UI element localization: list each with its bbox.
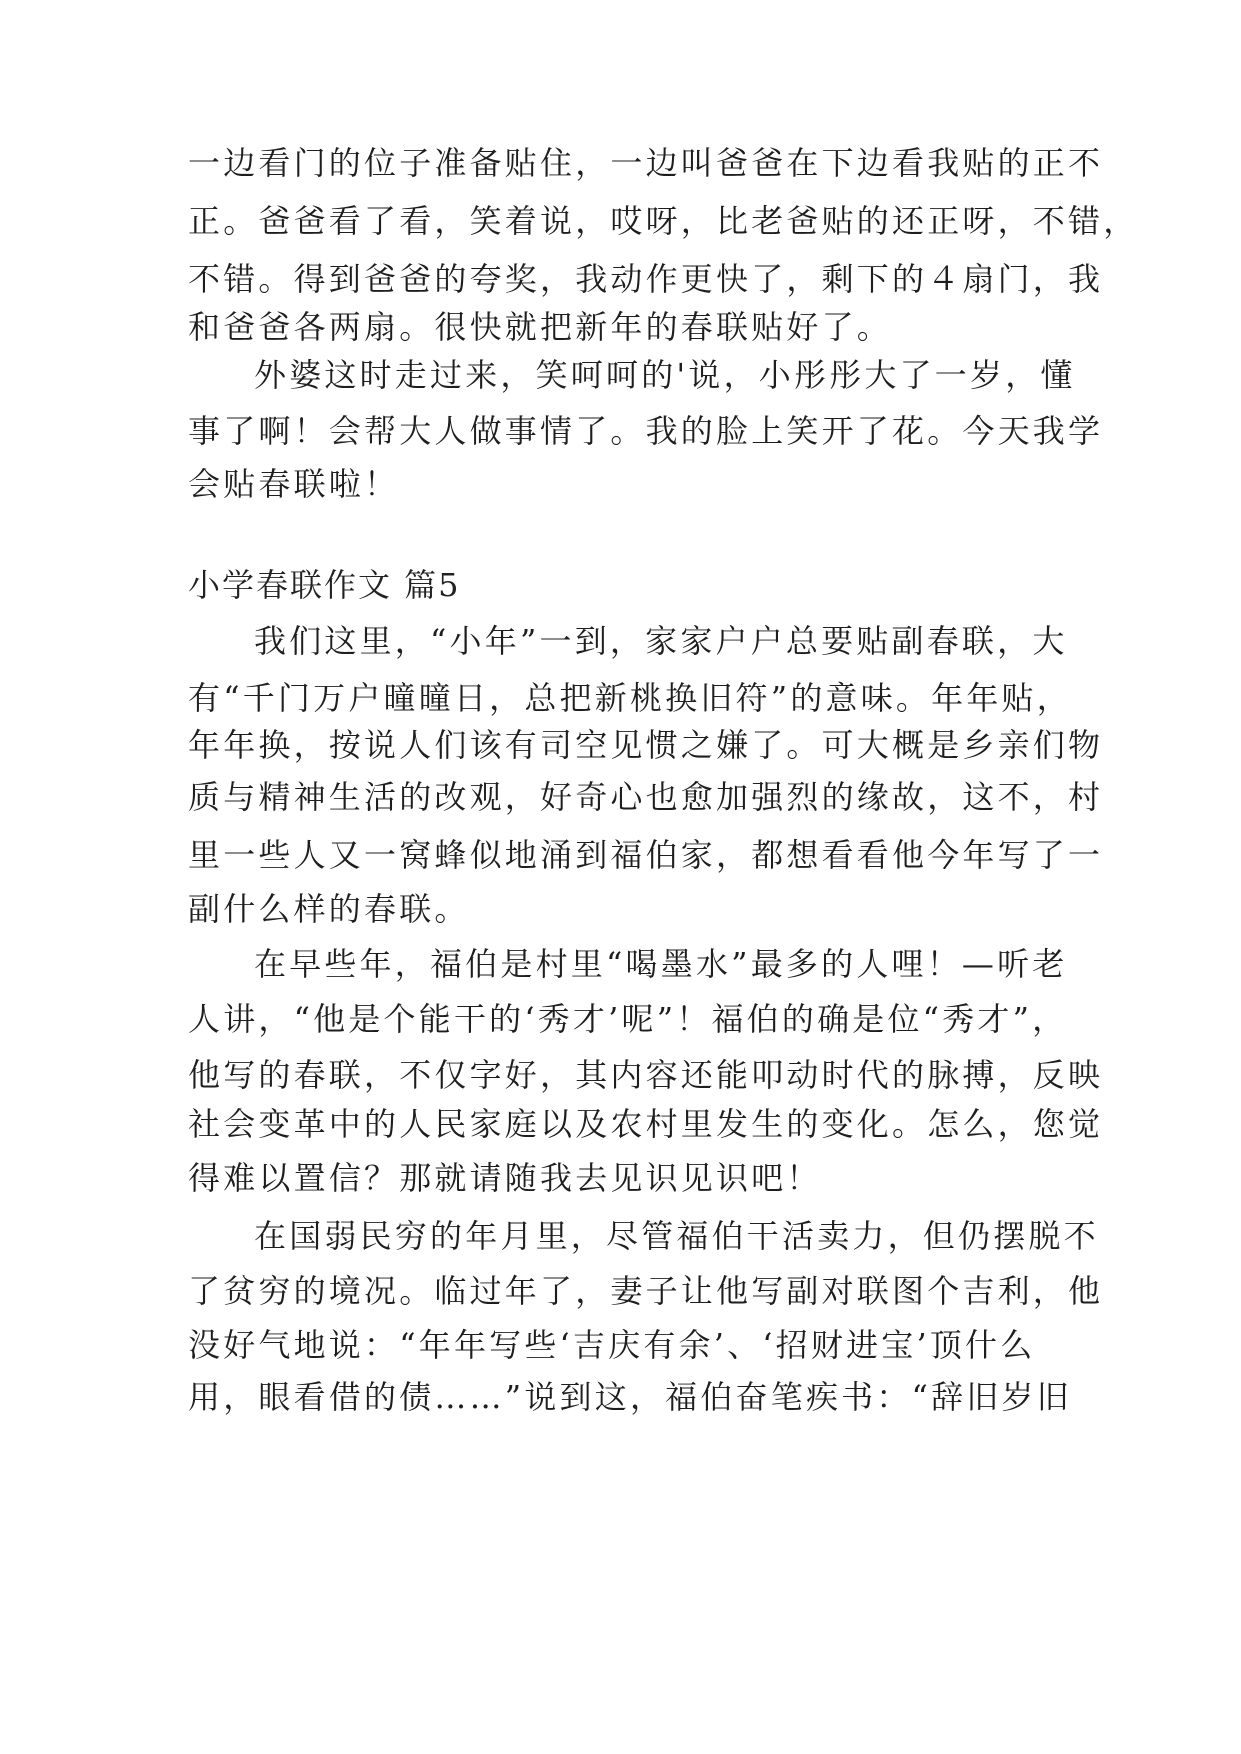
text-line: 正。爸爸看了看，笑着说，哎呀，比老爸贴的还正呀，不错， (188, 202, 1139, 240)
text-line: 副什么样的春联。 (188, 890, 470, 928)
text-line: 不错。得到爸爸的夸奖，我动作更快了，剩下的４扇门，我 (188, 260, 1104, 298)
text-line: 事了啊！会帮大人做事情了。我的脸上笑开了花。今天我学 (188, 412, 1104, 450)
text-line: 年年换，按说人们该有司空见惯之嫌了。可大概是乡亲们物 (188, 726, 1104, 764)
section-heading: 小学春联作文 篇5 (188, 566, 461, 604)
text-line: 他写的春联，不仅字好，其内容还能叩动时代的脉搏，反映 (188, 1056, 1104, 1094)
text-line: 人讲，“他是个能干的‘秀才’呢”！福伯的确是位“秀才”， (188, 1000, 1068, 1038)
text-line: 质与精神生活的改观，好奇心也愈加强烈的缘故，这不，村 (188, 778, 1104, 816)
text-line: 没好气地说：“年年写些‘吉庆有余’、‘招财进宝’顶什么 (188, 1326, 1036, 1364)
text-line: 在国弱民穷的年月里，尽管福伯干活卖力，但仍摆脱不 (254, 1217, 1099, 1255)
text-line: 用，眼看借的债……”说到这，福伯奋笔疾书：“辞旧岁旧 (188, 1378, 1072, 1416)
text-line: 外婆这时走过来，笑呵呵的'说，小彤彤大了一岁，懂 (254, 356, 1076, 394)
text-line: 得难以置信？那就请随我去见识见识吧！ (188, 1159, 822, 1197)
text-line: 有“千门万户曈曈日，总把新桃换旧符”的意味。年年贴， (188, 679, 1072, 717)
text-line: 和爸爸各两扇。很快就把新年的春联贴好了。 (188, 308, 893, 346)
text-line: 在早些年，福伯是村里“喝墨水”最多的人哩！—听老 (254, 945, 1068, 983)
text-line: 会贴春联啦！ (188, 465, 400, 503)
text-line: 社会变革中的人民家庭以及农村里发生的变化。怎么，您觉 (188, 1105, 1104, 1143)
text-line: 一边看门的位子准备贴住，一边叫爸爸在下边看我贴的正不 (188, 144, 1104, 182)
text-line: 我们这里，“小年”一到，家家户户总要贴副春联，大 (254, 622, 1068, 660)
text-line: 了贫穷的境况。临过年了，妻子让他写副对联图个吉利，他 (188, 1272, 1104, 1310)
text-line: 里一些人又一窝蜂似地涌到福伯家，都想看看他今年写了一 (188, 836, 1104, 874)
